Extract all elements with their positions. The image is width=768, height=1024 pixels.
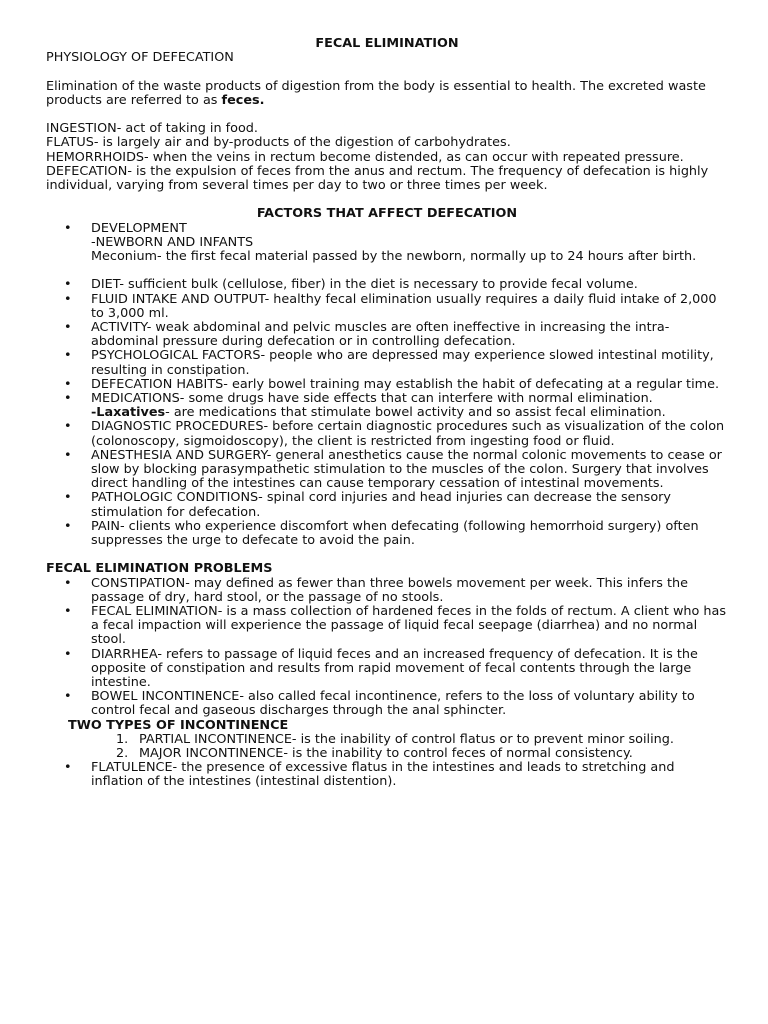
- bullet-icon: •: [64, 277, 72, 293]
- bullet-icon: •: [64, 348, 72, 364]
- bullet-icon: •: [64, 646, 72, 662]
- incontinence-list: [46, 733, 728, 761]
- definition-flatus: FLATUS- is largely air and by-products of the digestion of carbohydrates.: [46, 135, 511, 151]
- list-item: • ACTIVITY- weak abdominal and pelvic muscles are often ineffective in increasing the intra-abdominal pressure during defecation or in controlling defecation.: [64, 320, 670, 350]
- laxatives-note: -Laxatives- are medications that stimulate bowel activity and so assist fecal elimination.: [91, 405, 666, 421]
- list-item: • DEVELOPMENT -NEWBORN AND INFANTS Meconium- the first fecal material passed by the newborn, normally up to 24 hours after birth.: [64, 220, 697, 264]
- factors-heading: FACTORS THAT AFFECT DEFECATION: [256, 206, 518, 222]
- bullet-icon: •: [64, 419, 72, 435]
- definition-hemorrhoids: HEMORRHOIDS- when the veins in rectum become distended, as can occur with repeated pressure.: [46, 149, 684, 165]
- bullet-icon: •: [64, 689, 72, 705]
- list-item: • DEFECATION HABITS- early bowel training may establish the habit of defecating at a regular time.: [64, 376, 720, 392]
- list-item: 1. PARTIAL INCONTINENCE- is the inability of control flatus or to prevent minor soiling.: [116, 731, 674, 747]
- flatulence-list: [46, 761, 728, 789]
- list-item: • DIARRHEA- refers to passage of liquid feces and an increased frequency of defecation. It is the opposite of constipation and results from rapid movement of fecal contents through the large intestine.: [64, 646, 698, 691]
- feces-term: feces.: [221, 92, 265, 108]
- list-item: • BOWEL INCONTINENCE- also called fecal incontinence, refers to the loss of voluntary ability to control fecal and gaseous discharges through the anal sphincter.: [64, 689, 695, 719]
- bullet-icon: •: [64, 760, 72, 776]
- bullet-icon: •: [64, 320, 72, 335]
- bullet-icon: •: [64, 518, 72, 534]
- list-item: • MEDICATIONS- some drugs have side effects that can interfere with normal elimination. -Laxatives- are medications that stimulate bowel activity and so assist fecal elimination.: [46, 392, 728, 420]
- definition-ingestion: INGESTION- act of taking in food.: [46, 121, 258, 137]
- list-item: 2. MAJOR INCONTINENCE- is the inability to control feces of normal consistency.: [116, 746, 633, 762]
- list-item: • DIAGNOSTIC PROCEDURES- before certain diagnostic procedures such as visualization of the colon (colonoscopy, sigmoidoscopy), the client is restricted from ingesting food or fluid.: [64, 419, 725, 449]
- incontinence-heading: TWO TYPES OF INCONTINENCE: [68, 717, 289, 733]
- bullet-icon: •: [64, 391, 72, 407]
- problems-list: [46, 577, 728, 719]
- factors-list-continued: [46, 278, 728, 548]
- intro-paragraph: Elimination of the waste products of digestion from the body is essential to health. The excreted waste products are referred to as feces.: [46, 78, 706, 108]
- list-item: • CONSTIPATION- may defined as fewer than three bowels movement per week. This infers the passage of dry, hard stool, or the passage of no stools.: [64, 575, 688, 605]
- factors-list: [46, 222, 728, 265]
- section-subtitle: PHYSIOLOGY OF DEFECATION: [46, 50, 234, 66]
- bullet-icon: •: [64, 604, 72, 620]
- list-item: • FLATULENCE- the presence of excessive flatus in the intestines and leads to stretching and inflation of the intestines (intestinal distention).: [64, 760, 675, 790]
- list-item: • ANESTHESIA AND SURGERY- general anesthetics cause the normal colonic movements to cease or slow by blocking parasympathetic stimulation to the muscles of the colon. Surgery that involves direct handling of the intestines can cause temporary cessation of intestinal movements.: [64, 447, 722, 492]
- list-item: • DIET- sufficient bulk (cellulose, fiber) in the diet is necessary to provide fecal volume.: [64, 277, 638, 293]
- list-item: • PATHOLOGIC CONDITIONS- spinal cord injuries and head injuries can decrease the sensory stimulation for defecation.: [64, 490, 671, 520]
- list-item: • FECAL ELIMINATION- is a mass collection of hardened feces in the folds of rectum. A client who has a fecal impaction will experience the passage of liquid fecal seepage (diarrhea) and no normal stool.: [64, 604, 727, 648]
- definition-defecation: DEFECATION- is the expulsion of feces from the anus and rectum. The frequency of defecation is highly individual, varying from several times per day to two or three times per week.: [46, 163, 709, 193]
- bullet-icon: •: [64, 220, 72, 236]
- document-title: FECAL ELIMINATION: [315, 36, 459, 51]
- bullet-icon: •: [64, 447, 72, 463]
- bullet-icon: •: [64, 575, 72, 591]
- list-item: • PSYCHOLOGICAL FACTORS- people who are depressed may experience slowed intestinal motility, resulting in constipation.: [64, 348, 714, 378]
- bullet-icon: •: [64, 376, 72, 392]
- bullet-icon: •: [64, 490, 72, 506]
- list-item: • FLUID INTAKE AND OUTPUT- healthy fecal elimination usually requires a daily fluid intake of 2,000 to 3,000 ml.: [64, 291, 717, 321]
- bullet-icon: •: [64, 291, 72, 307]
- list-item: • PAIN- clients who experience discomfort when defecating (following hemorrhoid surgery) often suppresses the urge to defecate to avoid the pain.: [64, 518, 699, 549]
- problems-heading: FECAL ELIMINATION PROBLEMS: [46, 561, 273, 577]
